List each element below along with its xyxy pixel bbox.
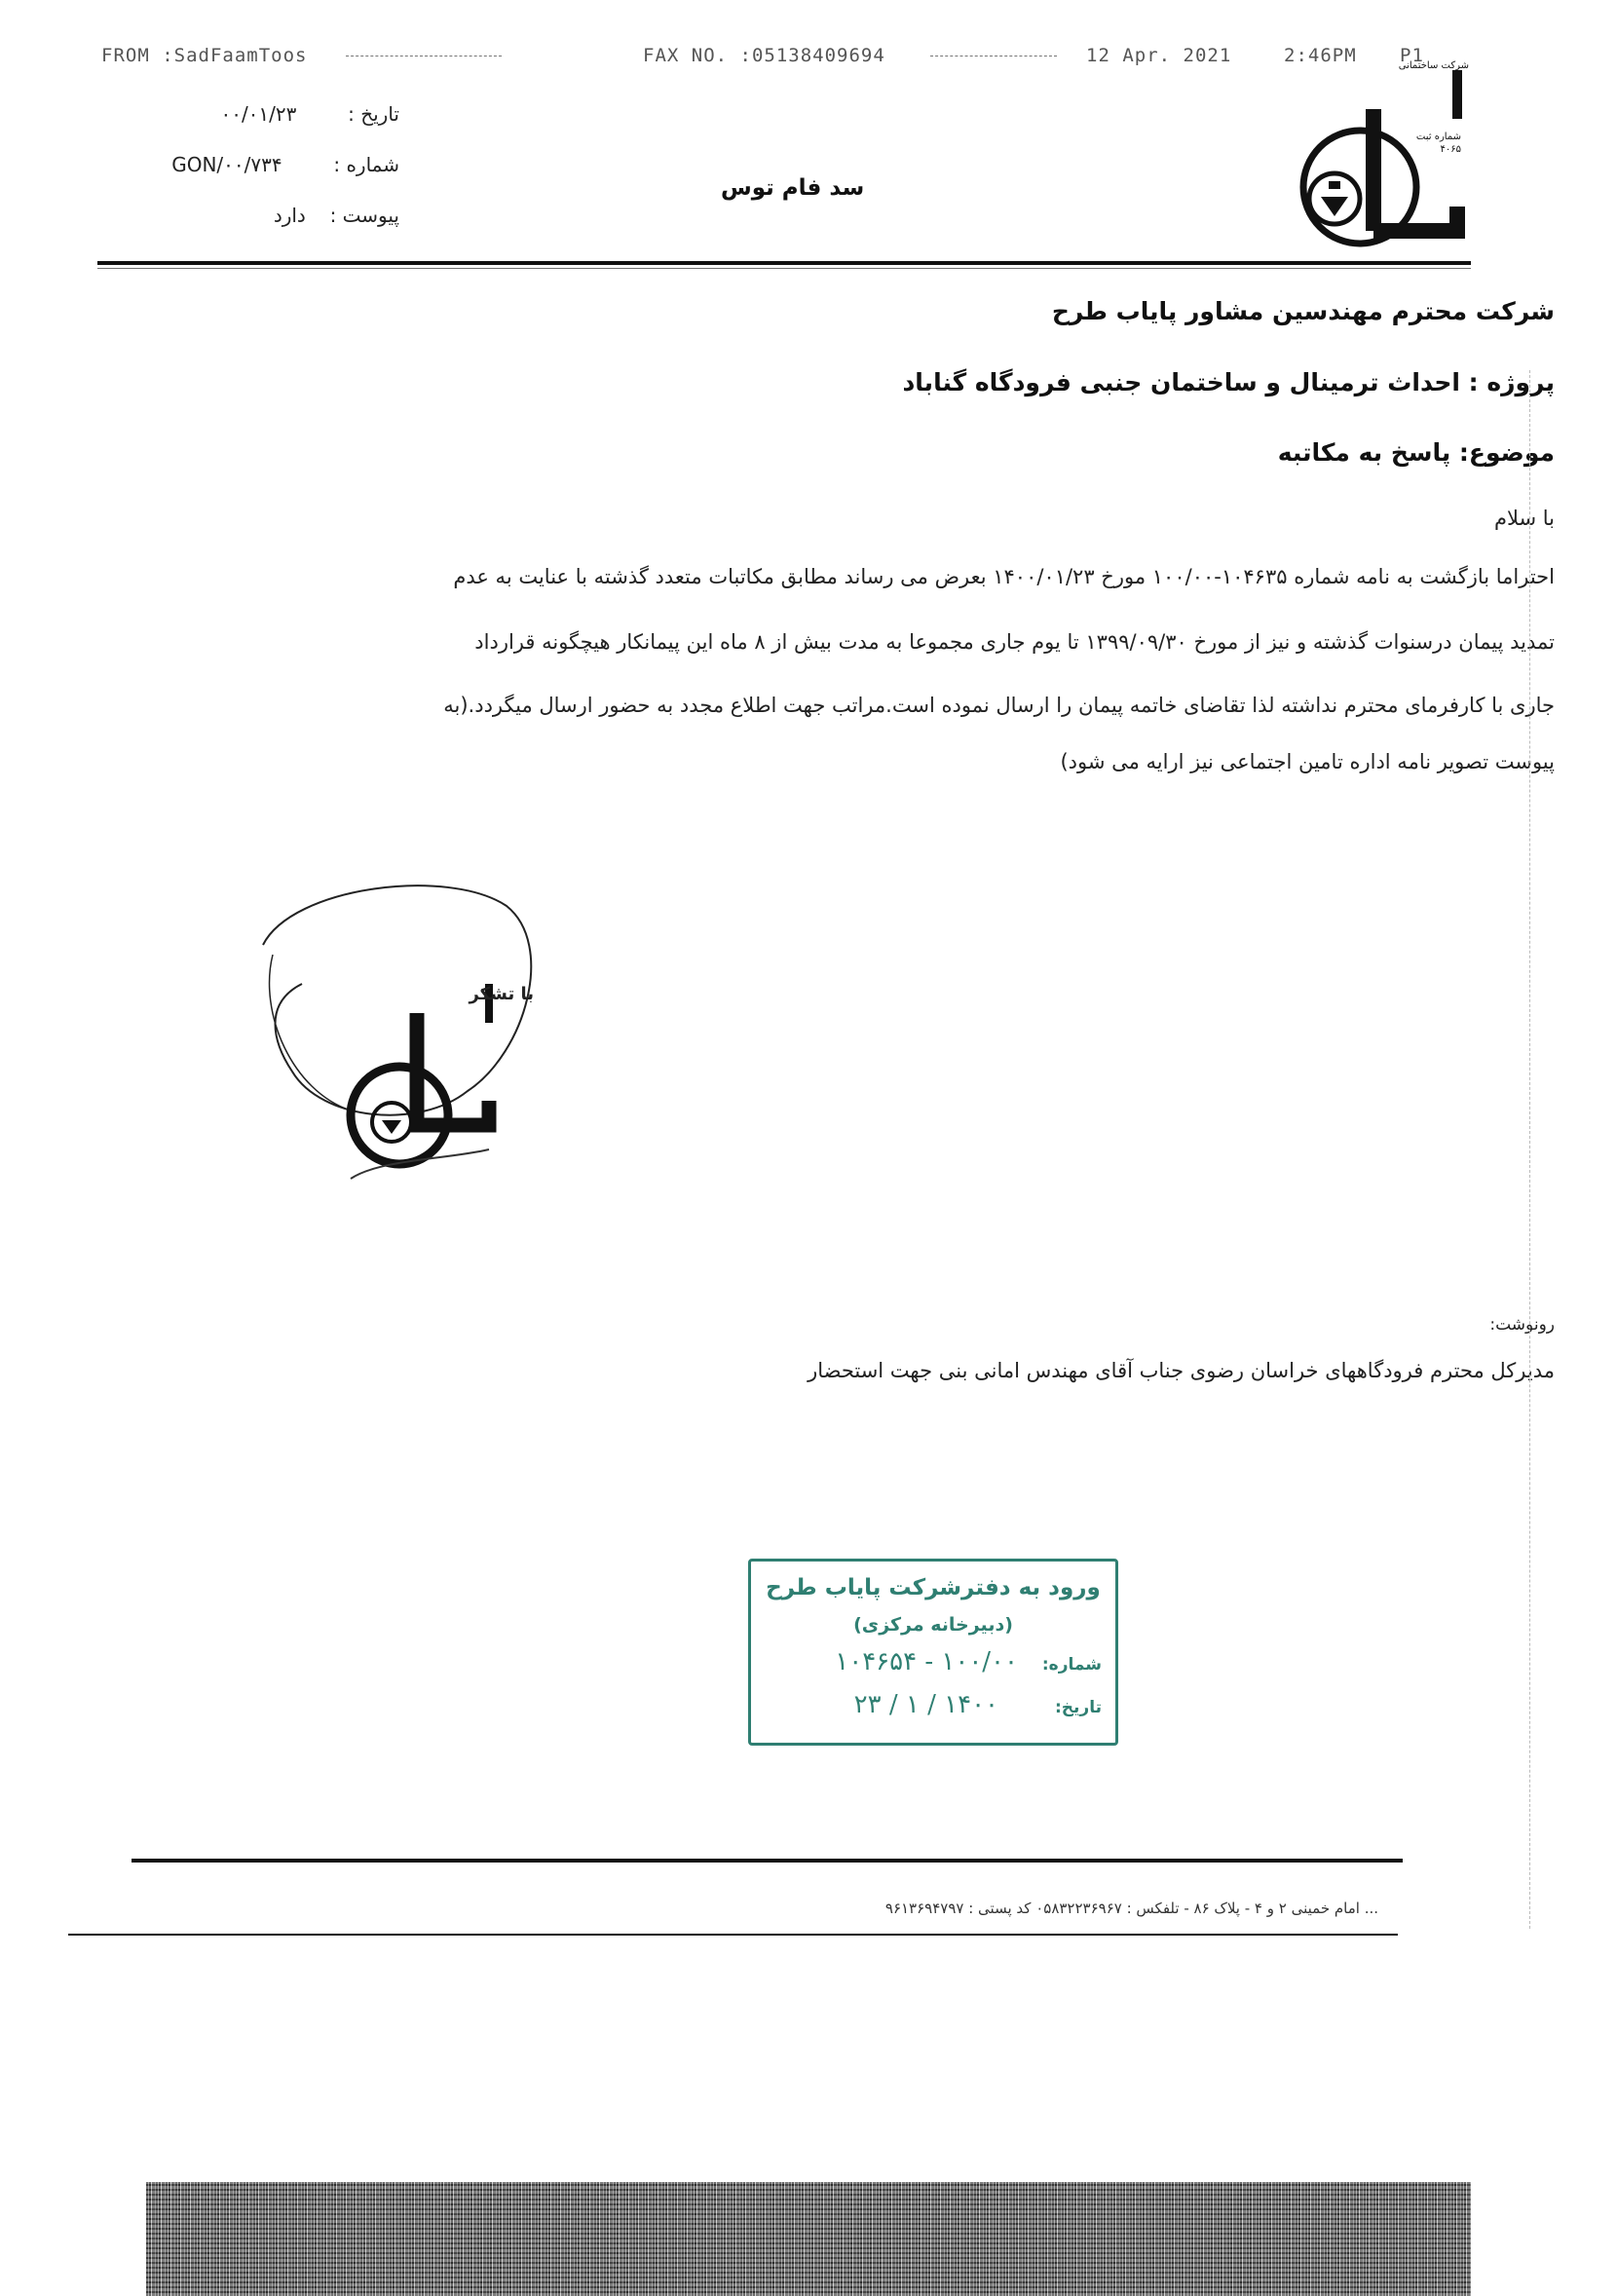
fax-date: 12 Apr. 2021 [1086, 45, 1232, 66]
stamp-number-label: شماره: [1041, 1655, 1102, 1675]
meta-number: شماره : GON/۰۰/۷۳۴ [171, 153, 399, 176]
cc-label: رونوشت: [1489, 1315, 1555, 1335]
body-line-3: جاری با کارفرمای محترم نداشته لذا تقاضای خاتمه پیمان را ارسال نموده است.مراتب جهت اطلاع مجدد به حضور ارسال میگردد.(به [443, 694, 1555, 717]
meta-date: تاریخ : ۰۰/۰۱/۲۳ [220, 102, 399, 126]
company-name: سد فام توس [721, 175, 865, 201]
company-logo [1284, 60, 1469, 255]
fax-from: FROM :SadFaamToos [101, 45, 308, 66]
project-title: پروژه : احداث ترمینال و ساختمان جنبی فرودگاه گناباد [902, 368, 1555, 396]
footer-address: ... امام خمینی ۲ و ۴ - پلاک ۸۶ - تلفکس : ۰۵۸۳۲۲۳۶۹۶۷ کد پستی : ۹۶۱۳۶۹۴۷۹۷ [884, 1900, 1378, 1917]
footer-rule-top [132, 1859, 1403, 1863]
fax-noise-band-overlay [146, 2182, 1471, 2296]
cc-line: مدیرکل محترم فرودگاههای خراسان رضوی جناب آقای مهندس امانی بنی جهت استحضار [808, 1359, 1555, 1382]
footer-rule-bottom [68, 1934, 1398, 1936]
signature-seal [234, 867, 584, 1188]
fax-time: 2:46PM [1284, 45, 1357, 66]
signature-scribble-icon [234, 867, 584, 1188]
logo-mark-icon [1284, 60, 1469, 255]
fax-page: P1 [1400, 45, 1424, 66]
subject: موضوع: پاسخ به مکاتبه [1277, 438, 1555, 467]
meta-attachment: پیوست : دارد [273, 204, 399, 227]
body-line-4: پیوست تصویر نامه اداره تامین اجتماعی نیز ارایه می شود) [1060, 750, 1555, 773]
fax-number: FAX NO. :05138409694 [643, 45, 885, 66]
stamp-title: ورود به دفترشرکت پایاب طرح [766, 1575, 1101, 1600]
recipient: شرکت محترم مهندسین مشاور پایاب طرح [1051, 297, 1555, 325]
header-rule-thin [97, 268, 1471, 269]
stamp-number-value: ۱۰۰/۰۰ - ۱۰۴۶۵۴ [835, 1647, 1018, 1676]
header-rule [97, 261, 1471, 265]
stamp-subtitle: (دبیرخانه مرکزی) [853, 1614, 1013, 1636]
body-line-1: احتراما بازگشت به نامه شماره ۱۰۴۶۳۵-۱۰۰/۰۰ مورخ ۱۴۰۰/۰۱/۲۳ بعرض می رساند مطابق مکاتبات متعدد گذشته با عنایت به عدم [453, 565, 1555, 588]
letter-meta [171, 102, 399, 227]
body-line-2: تمدید پیمان درسنوات گذشته و نیز از مورخ ۱۳۹۹/۰۹/۳۰ تا یوم جاری مجموعا به مدت بیش از ۸ ماه این پیمانکار هیچگونه قرارداد [474, 630, 1555, 654]
stamp-date-value: ۱۴۰۰ / ۱ / ۲۳ [853, 1690, 998, 1719]
signature-closing: با تشکر [469, 984, 534, 1004]
receipt-stamp [748, 1559, 1118, 1746]
scan-edge-line [1529, 370, 1531, 1929]
stamp-date-label: تاریخ: [1055, 1698, 1102, 1717]
logo-caption: شرکت ساختمانی [1398, 60, 1469, 71]
greeting: با سلام [1493, 507, 1555, 530]
logo-registration: شماره ثبت ۴۰۶۵ [1415, 132, 1461, 155]
